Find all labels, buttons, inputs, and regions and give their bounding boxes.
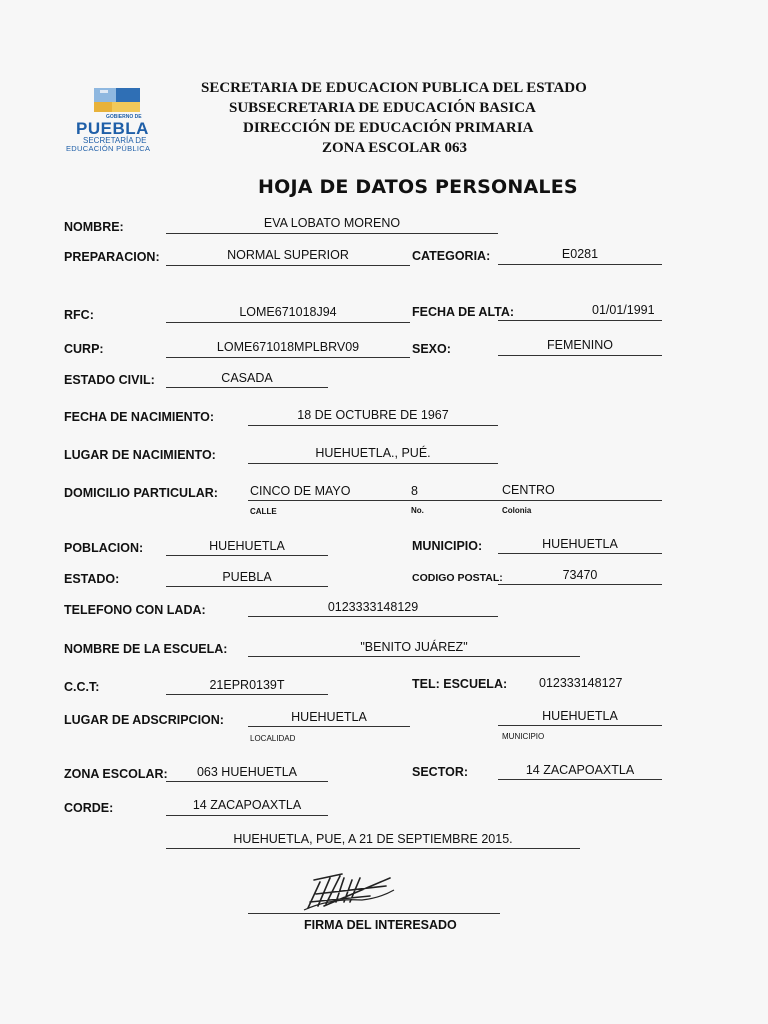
corde-value: 14 ZACAPOAXTLA	[192, 798, 302, 812]
poblacion-value: HUEHUETLA	[209, 539, 285, 553]
categoria-label: CATEGORIA:	[412, 249, 491, 263]
rfc-line	[166, 322, 410, 323]
telefono-value: 0123333148129	[327, 600, 419, 614]
domicilio-numero-caption: No.	[411, 506, 424, 515]
zona-escolar-label: ZONA ESCOLAR:	[64, 767, 168, 781]
estado-civil-label: ESTADO CIVIL:	[64, 373, 155, 387]
tel-escuela-value: 012333148127	[539, 676, 623, 690]
telefono-line	[248, 616, 498, 617]
sexo-line	[498, 355, 662, 356]
tel-escuela-label: TEL: ESCUELA:	[412, 677, 508, 691]
fecha-alta-label: FECHA DE ALTA:	[412, 305, 515, 319]
adscripcion-municipio-caption: MUNICIPIO	[502, 732, 545, 741]
municipio-label: MUNICIPIO:	[412, 539, 483, 553]
sexo-label: SEXO:	[412, 342, 451, 356]
municipio-line	[498, 553, 662, 554]
corde-label: CORDE:	[64, 801, 114, 815]
lugar-nacimiento-value: HUEHUETLA., PUÉ.	[315, 446, 431, 460]
logo-sub1: SECRETARÍA DE	[83, 136, 147, 145]
place-date: HUEHUETLA, PUE, A 21 DE SEPTIEMBRE 2015.	[233, 832, 513, 846]
cct-label: C.C.T:	[64, 680, 100, 694]
fecha-nacimiento-value: 18 DE OCTUBRE DE 1967	[297, 408, 449, 422]
estado-civil-line	[166, 387, 328, 388]
header-line-2: SUBSECRETARIA DE EDUCACIÓN BASICA	[229, 100, 536, 116]
sector-label: SECTOR:	[412, 765, 469, 779]
adscripcion-label: LUGAR DE ADSCRIPCION:	[64, 713, 224, 727]
adscripcion-localidad-caption: LOCALIDAD	[250, 734, 296, 743]
curp-line	[166, 357, 410, 358]
header-line-3: DIRECCIÓN DE EDUCACIÓN PRIMARIA	[243, 120, 534, 136]
domicilio-label: DOMICILIO PARTICULAR:	[64, 486, 218, 500]
logo-sub2: EDUCACIÓN PÚBLICA	[66, 144, 151, 153]
sector-value: 14 ZACAPOAXTLA	[525, 763, 635, 777]
header-line-4: ZONA ESCOLAR 063	[322, 140, 468, 156]
estado-civil-value: CASADA	[221, 371, 273, 385]
escuela-label: NOMBRE DE LA ESCUELA:	[64, 642, 228, 656]
adscripcion-localidad-value: HUEHUETLA	[291, 710, 367, 724]
estado-line	[166, 586, 328, 587]
nombre-label: NOMBRE:	[64, 220, 124, 234]
lugar-nacimiento-line	[248, 463, 498, 464]
nombre-value: EVA LOBATO MORENO	[263, 216, 401, 230]
puebla-logo	[66, 84, 185, 156]
domicilio-line	[248, 500, 662, 501]
sexo-value: FEMENINO	[547, 338, 613, 352]
zona-escolar-value: 063 HUEHUETLA	[196, 765, 298, 779]
sector-line	[498, 779, 662, 780]
corde-line	[166, 815, 328, 816]
handwritten-signature	[300, 868, 400, 916]
estado-value: PUEBLA	[222, 570, 272, 584]
place-date-line	[166, 848, 580, 849]
poblacion-line	[166, 555, 328, 556]
fecha-nacimiento-label: FECHA DE NACIMIENTO:	[64, 410, 214, 424]
adscripcion-municipio-line	[498, 725, 662, 726]
codigo-postal-label: CODIGO POSTAL:	[412, 572, 503, 584]
escuela-line	[248, 656, 580, 657]
signature-line	[248, 913, 500, 914]
domicilio-calle-caption: CALLE	[250, 507, 277, 516]
cct-value: 21EPR0139T	[209, 678, 285, 692]
fecha-nacimiento-line	[248, 425, 498, 426]
rfc-label: RFC:	[64, 308, 94, 322]
codigo-postal-line	[498, 584, 662, 585]
logo-small-text: GOBIERNO DE	[106, 114, 142, 120]
fecha-alta-value: 01/01/1991	[592, 303, 655, 317]
domicilio-numero-value: 8	[411, 484, 418, 498]
poblacion-label: POBLACION:	[64, 541, 144, 555]
preparacion-label: PREPARACION:	[64, 250, 160, 264]
categoria-value: E0281	[561, 247, 599, 261]
adscripcion-localidad-line	[248, 726, 410, 727]
page-title: HOJA DE DATOS PERSONALES	[258, 176, 578, 198]
zona-escolar-line	[166, 781, 328, 782]
preparacion-value: NORMAL SUPERIOR	[227, 248, 349, 262]
logo-brand: PUEBLA	[76, 119, 149, 138]
header-line-1: SECRETARIA DE EDUCACION PUBLICA DEL ESTADO	[201, 80, 587, 96]
lugar-nacimiento-label: LUGAR DE NACIMIENTO:	[64, 448, 216, 462]
cct-line	[166, 694, 328, 695]
adscripcion-municipio-value: HUEHUETLA	[542, 709, 618, 723]
curp-value: LOME671018MPLBRV09	[216, 340, 360, 354]
curp-label: CURP:	[64, 342, 104, 356]
signature-caption: FIRMA DEL INTERESADO	[304, 918, 457, 932]
rfc-value: LOME671018J94	[239, 305, 337, 319]
nombre-line	[166, 233, 498, 234]
estado-label: ESTADO:	[64, 572, 120, 586]
escuela-value: "BENITO JUÁREZ"	[360, 640, 468, 654]
telefono-label: TELEFONO CON LADA:	[64, 603, 206, 617]
categoria-line	[498, 264, 662, 265]
fecha-alta-line	[498, 320, 662, 321]
domicilio-colonia-value: CENTRO	[502, 483, 555, 497]
domicilio-colonia-caption: Colonia	[502, 506, 532, 515]
municipio-value: HUEHUETLA	[542, 537, 618, 551]
codigo-postal-value: 73470	[562, 568, 598, 582]
domicilio-calle-value: CINCO DE MAYO	[250, 484, 351, 498]
preparacion-line	[166, 265, 410, 266]
